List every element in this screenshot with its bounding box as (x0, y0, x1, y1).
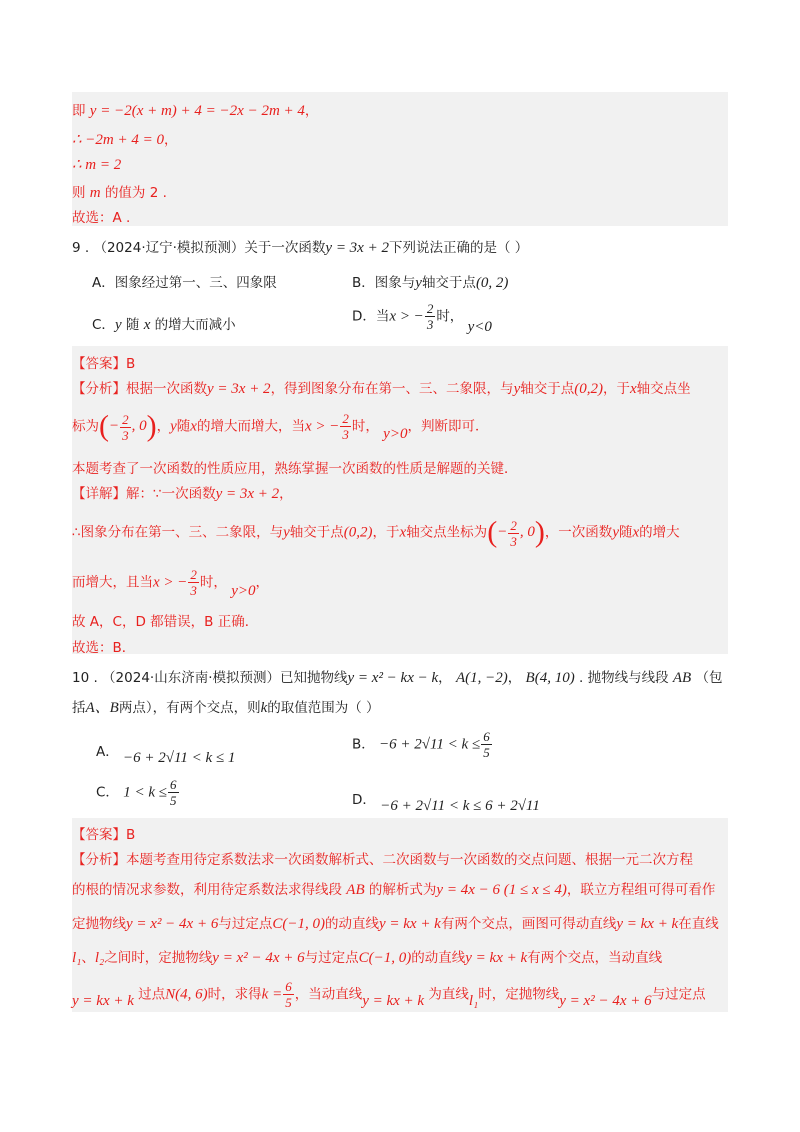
q10-analysis-line-4: l₁、l₂之间时，定抛物线y = x² − 4x + 6与过定点C(−1, 0)的动直线y = kx + k有两个交点，当动直线 (72, 950, 663, 966)
q9-detail-line-2: ∴图象分布在第一、三、二象限，与y轴交于点(0,2)，于x轴交点坐标为(− $\frac{2}{3}$ , 0)，一次函数y随x的增大 (72, 516, 680, 549)
q9-answer: 【答案】B (72, 356, 136, 372)
q9-option-b: B．图象与y轴交于点(0, 2) (352, 275, 509, 291)
q10-option-b: B． −6 + 2√11 < k ≤ $\frac{6}{5}$ (352, 729, 490, 760)
q10-option-d: D． −6 + 2√11 < k ≤ 6 + 2√11 (352, 792, 540, 814)
solution-line-3: ∴ m = 2 (72, 157, 122, 173)
q10-analysis-line-1: 【分析】本题考查用待定系数法求一次函数解析式、二次函数与一次函数的交点问题、根据一元二次方程 (72, 852, 693, 868)
q10-stem-line-2: 括A、B两点），有两个交点，则k的取值范围为（ ） (72, 700, 380, 716)
q9-option-d: D．当x > − $\frac{2}{3}$ 时， y<0 (352, 301, 492, 335)
q10-analysis-line-5: y = kx + k 过点N(4, 6)时，求得k = $\frac{6}{5}$ ，当动直线y = kx + k 为直线l₁时，定抛物线y = x² − 4x + 6与过定点 (72, 979, 706, 1010)
q9-detail-line-3: 而增大，且当x > − $\frac{2}{3}$ 时， y>0， (72, 567, 269, 599)
q9-analysis-line-3: 本题考查了一次函数的性质应用，熟练掌握一次函数的性质是解题的关键． (72, 461, 518, 477)
q9-stem: 9 . （2024·辽宁·模拟预测）关于一次函数y = 3x + 2下列说法正确的是（ ） (72, 240, 529, 256)
q9-detail-line-1: 【详解】解：∵一次函数y = 3x + 2， (72, 486, 293, 502)
q9-detail-line-4: 故 A，C，D 都错误，B 正确． (72, 614, 259, 630)
q9-analysis-line-1: 【分析】根据一次函数y = 3x + 2，得到图象分布在第一、三、二象限，与y轴交于点(0,2)，于x轴交点坐 (72, 381, 691, 397)
q10-stem-line-1: 10 . （2024·山东济南·模拟预测）已知抛物线y = x² − kx − k， A(1, −2)， B(4, 10) . 抛物线与线段 AB （包 (72, 670, 723, 686)
solution-line-5: 故选：A . (72, 210, 131, 226)
q10-analysis-line-2: 的根的情况求参数，利用待定系数法求得线段 AB 的解析式为y = 4x − 6 (1 ≤ x ≤ 4)，联立方程组可得可看作 (72, 882, 716, 898)
q9-option-a: A．图象经过第一、三、四象限 (92, 275, 277, 291)
q10-analysis-line-3: 定抛物线y = x² − 4x + 6与过定点C(−1, 0)的动直线y = kx + k有两个交点，画图可得动直线y = kx + k在直线 (72, 916, 719, 932)
solution-line-2: ∴ −2m + 4 = 0， (72, 132, 178, 148)
q9-analysis-line-2: 标为(− $\frac{2}{3}$ , 0)，y随x的增大而增大，当x > − $\frac{2}{3}$ 时， y>0，判断即可． (72, 410, 489, 443)
q9-option-c: C．y 随 x 的增大而减小 (92, 317, 236, 333)
solution-line-1: 即 y = −2(x + m) + 4 = −2x − 2m + 4， (72, 103, 319, 119)
q9-detail-line-5: 故选：B． (72, 640, 136, 656)
q10-answer: 【答案】B (72, 827, 136, 843)
q10-option-a: A． −6 + 2√11 < k ≤ 1 (96, 744, 236, 766)
q10-option-c: C． 1 < k ≤ $\frac{6}{5}$ (96, 777, 177, 808)
solution-line-4: 则 m 的值为 2 . (72, 185, 167, 201)
